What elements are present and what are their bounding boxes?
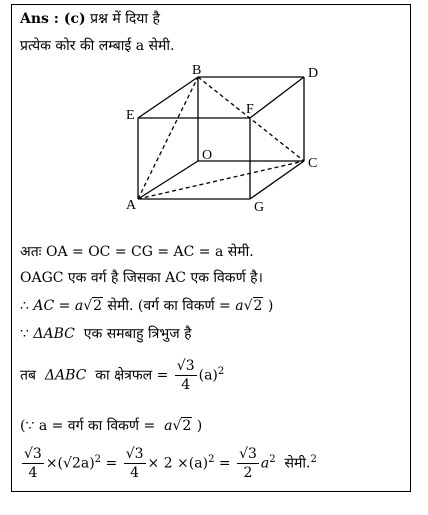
area-prefix: तब [20,367,36,384]
since-close: ) [196,418,203,434]
equilateral-text: एक समबाहु त्रिभुज है [83,326,192,342]
final-n1: √3 [24,446,42,462]
answer-box [11,4,411,492]
final-p3: 2 [269,453,276,465]
final-d3: 2 [243,465,253,481]
final-frac-1 [22,445,44,482]
final-n2: √3 [125,446,144,462]
since-line [20,417,202,435]
ac-lhs: AC [33,298,55,314]
equal-prefix: अतः [20,244,42,260]
final-t3: a [260,455,270,472]
because-symbol: ∵ [20,326,29,342]
ac-note-close: ) [267,298,274,314]
final-d1: 4 [28,465,38,481]
area-fraction [175,357,197,394]
area-num: √3 [176,358,195,374]
area-line [20,357,224,394]
label-E: E [126,108,135,123]
since-a: a [164,418,173,434]
final-p2: 2 [208,453,215,465]
label-D: D [308,66,319,81]
final-unitpow: 2 [310,453,317,465]
equal-sides-line [20,243,254,261]
final-t2: × 2 ×(a) [147,455,209,472]
area-tri: ΔABC [44,367,87,384]
cube-diagram [108,63,328,213]
answer-header [20,10,160,28]
diag-AC [138,161,304,199]
ac-line [20,297,273,315]
ac-eq: = [58,298,71,314]
ac-unit: सेमी. [107,298,134,314]
final-n3: √3 [239,446,257,462]
ac-note-a: a [235,298,244,314]
ac-note-root: 2 [253,298,263,314]
since-root: 2 [182,418,192,434]
square-line: OAGC एक वर्ग है जिसका AC एक विकर्ण है। [20,270,263,286]
since-open: (∵ a = वर्ग का विकर्ण = [20,418,156,434]
final-eq1: = [105,455,118,472]
equal-expr: OA = OC = CG = AC = a सेमी. [45,244,254,260]
edge-length-line: प्रत्येक कोर की लम्बाई a सेमी. [20,38,175,54]
area-den: 4 [181,377,191,393]
label-O: O [202,148,213,163]
answer-text: प्रश्न में दिया है [90,11,160,27]
area-rest: (a) [198,367,218,384]
edge-FD [250,77,304,118]
final-d2: 4 [130,465,140,481]
answer-label: Ans : (c) [20,11,86,27]
equilateral-tri: ΔABC [33,326,75,342]
ac-a: a [74,298,84,314]
ac-root: 2 [93,298,103,314]
edge-EB [138,77,198,118]
sqrt-symbol-2: √2 [243,298,263,314]
area-pow: 2 [217,365,225,377]
sqrt-symbol-3: √2 [172,418,192,434]
final-frac-3 [237,445,259,482]
label-B: B [192,63,202,78]
ac-note: (वर्ग का विकर्ण [137,298,215,314]
final-frac-2 [124,445,146,482]
label-C: C [308,156,318,171]
area-mid: का क्षेत्रफल = [95,367,169,384]
final-t1: ×(√2a) [45,455,95,472]
equilateral-line [20,325,192,343]
final-p1: 2 [94,453,102,465]
sqrt-symbol: √2 [83,298,103,314]
final-line [20,445,317,482]
label-F: F [246,102,254,117]
label-A: A [126,198,137,213]
ac-note-eq: = [219,298,231,314]
final-unit: सेमी. [284,455,311,472]
therefore-symbol: ∴ [20,298,29,314]
final-eq2: = [218,455,231,472]
label-G: G [254,200,265,213]
